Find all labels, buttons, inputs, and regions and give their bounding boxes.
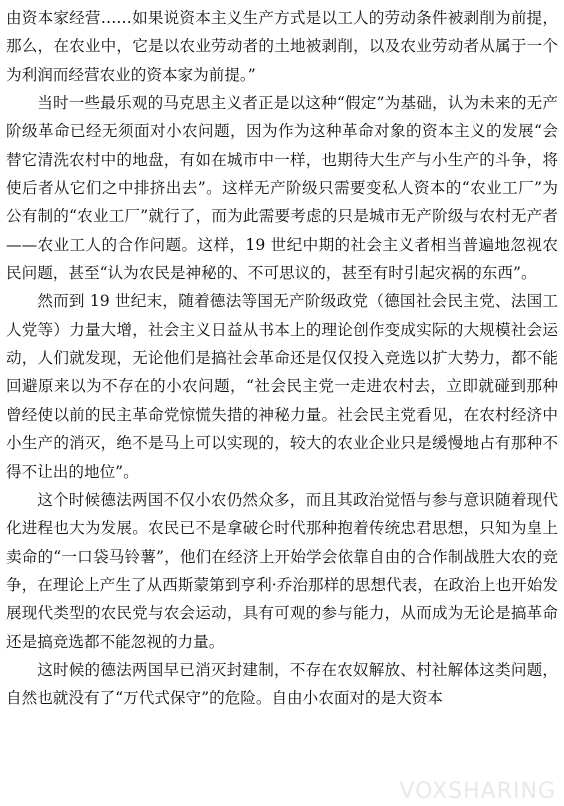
- watermark-logo: VOXSHARING: [399, 779, 556, 804]
- paragraph-late-19th-century: 然而到 19 世纪末，随着德法等国无产阶级政党（德国社会民主党、法国工人党等）力量大增，社会主义日益从书本上的理论创作变成实际的大规模社会运动，人们就发现，无论他们是搞社会革命还是仅仅投入竞选以扩大势力，都不能回避原来以为不存在的小农问题，“社会民主党一走进农村去，立即就碰到那种曾经使以前的民主革命党惊慌失措的神秘力量。社会民主党看见，在农村经济中小生产的消灭，绝不是马上可以实现的，较大的农业企业只是缓慢地占有那种不得不让出的地位”。: [6, 292, 558, 481]
- paragraph-optimistic-marxists: 当时一些最乐观的马克思主义者正是以这种“假定”为基础，认为未来的无产阶级革命已经无须面对小农问题，因为作为这种革命对象的资本主义的发展“会替它清洗农村中的地盘，有如在城市中一样，也期待大生产与小生产的斗争，将使后者从它们之中排挤出去”。这样无产阶级只需要变私人资本的“农业工厂”为公有制的“农业工厂”就行了，而为此需要考虑的只是城市无产阶级与农村无产者——农业工人的合作问题。这样，19 世纪中期的社会主义者相当普遍地忽视农民问题，甚至“认为农民是神秘的、不可思议的，甚至有时引起灾祸的东西”。: [6, 94, 558, 283]
- paragraph-feudalism-abolished: 这时候的德法两国早已消灭封建制，不存在农奴解放、村社解体这类问题，自然也就没有了“万代式保守”的危险。自由小农面对的是大资本: [6, 660, 558, 708]
- paragraph-continuation: 由资本家经营……如果说资本主义生产方式是以工人的劳动条件被剥削为前提，那么，在农业中，它是以农业劳动者的土地被剥削，以及农业劳动者从属于一个为利润而经营农业的资本家为前提。”: [6, 9, 558, 84]
- paragraph-peasant-consciousness: 这个时候德法两国不仅小农仍然众多，而且其政治觉悟与参与意识随着现代化进程也大为发展。农民已不是拿破仑时代那种抱着传统忠君思想，只知为皇上卖命的“一口袋马铃薯”，他们在经济上开始学会依靠自由的合作制战胜大农的竞争，在理论上产生了从西斯蒙第到亨利·乔治那样的思想代表，在政治上也开始发展现代类型的农民党与农会运动，具有可观的参与能力，从而成为无论是搞革命还是搞竞选都不能忽视的力量。: [6, 490, 558, 651]
- document-page: [6, 4, 558, 713]
